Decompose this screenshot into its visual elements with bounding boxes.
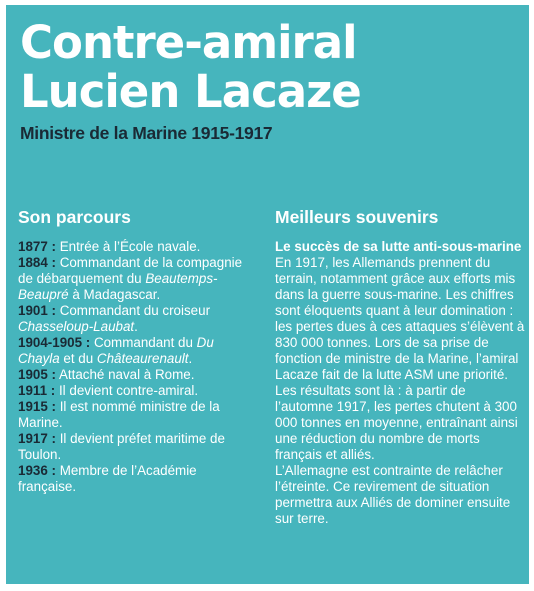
entry-year: 1917 :	[18, 431, 56, 446]
parcours-entry	[18, 463, 256, 495]
page-title	[20, 18, 361, 116]
title-line-2: Lucien Lacaze	[20, 65, 361, 118]
souvenirs-paragraph-2: L’Allemagne est contrainte de relâcher l’étreinte. Ce revirement de situation permettra aux Alliés de dominer ensuite sur terre.	[275, 463, 511, 526]
parcours-entry	[18, 383, 256, 399]
entry-text: Il est nommé ministre de la Marine.	[18, 399, 220, 430]
entry-year: 1901 :	[18, 303, 56, 318]
entry-text: Commandant de la compagnie de débarquement du	[18, 255, 243, 286]
ship-name: Du Chayla	[18, 335, 214, 366]
entry-text: Il devient contre-amiral.	[55, 383, 199, 398]
entry-text: .	[188, 351, 193, 366]
info-card	[6, 5, 529, 584]
entry-text: Membre de l’Académie française.	[18, 463, 197, 494]
parcours-list	[18, 239, 256, 495]
ship-name: Châteaurenault	[96, 351, 189, 366]
subtitle: Ministre de la Marine 1915-1917	[20, 123, 273, 143]
entry-text: Entrée à l’École navale.	[55, 239, 201, 254]
parcours-heading: Son parcours	[18, 207, 131, 227]
entry-year: 1905 :	[18, 367, 56, 382]
ship-name: Beautemps-Beaupré	[18, 271, 218, 302]
title-line-1: Contre-amiral	[20, 16, 357, 69]
entry-year: 1936 :	[18, 463, 56, 478]
parcours-entry	[18, 255, 256, 303]
entry-text: Commandant du croiseur	[55, 303, 211, 318]
entry-text: et du	[59, 351, 97, 366]
entry-year: 1915 :	[18, 399, 56, 414]
entry-year: 1911 :	[18, 383, 56, 398]
entry-text: Attaché naval à Rome.	[55, 367, 195, 382]
entry-text: Il devient préfet maritime de Toulon.	[18, 431, 225, 462]
parcours-entry	[18, 239, 256, 255]
souvenirs-heading: Meilleurs souvenirs	[275, 207, 439, 227]
souvenirs-column	[275, 207, 525, 527]
entry-year: 1884 :	[18, 255, 56, 270]
entry-text: Commandant du	[90, 335, 197, 350]
parcours-column	[18, 207, 256, 495]
entry-text: à Madagascar.	[68, 287, 161, 302]
parcours-entry	[18, 335, 256, 367]
souvenirs-subheading: Le succès de sa lutte anti-sous-marine	[275, 239, 522, 254]
entry-year: 1877 :	[18, 239, 56, 254]
parcours-entry	[18, 399, 256, 431]
souvenirs-paragraph-1: En 1917, les Allemands prennent du terrain, notamment grâce aux efforts mis dans la guerre sous-marine. Les chiffres sont éloquents quant à leur domination : les pertes dues à ces attaques s’élèvent à 830 000 tonnes. Lors de sa prise de fonction de ministre de la Marine, l’amiral Lacaze fait de la lutte ASM une priorité. Les résultats sont là : à partir de l’automne 1917, les pertes chutent à 300 000 tonnes en moyenne, entraînant ainsi une réduction du nombre de morts français et alliés.	[275, 255, 525, 462]
parcours-entry	[18, 431, 256, 463]
entry-text: .	[134, 319, 138, 334]
parcours-entry	[18, 303, 256, 335]
ship-name: Chasseloup-Laubat	[18, 319, 135, 334]
parcours-entry	[18, 367, 256, 383]
entry-year: 1904-1905 :	[18, 335, 91, 350]
